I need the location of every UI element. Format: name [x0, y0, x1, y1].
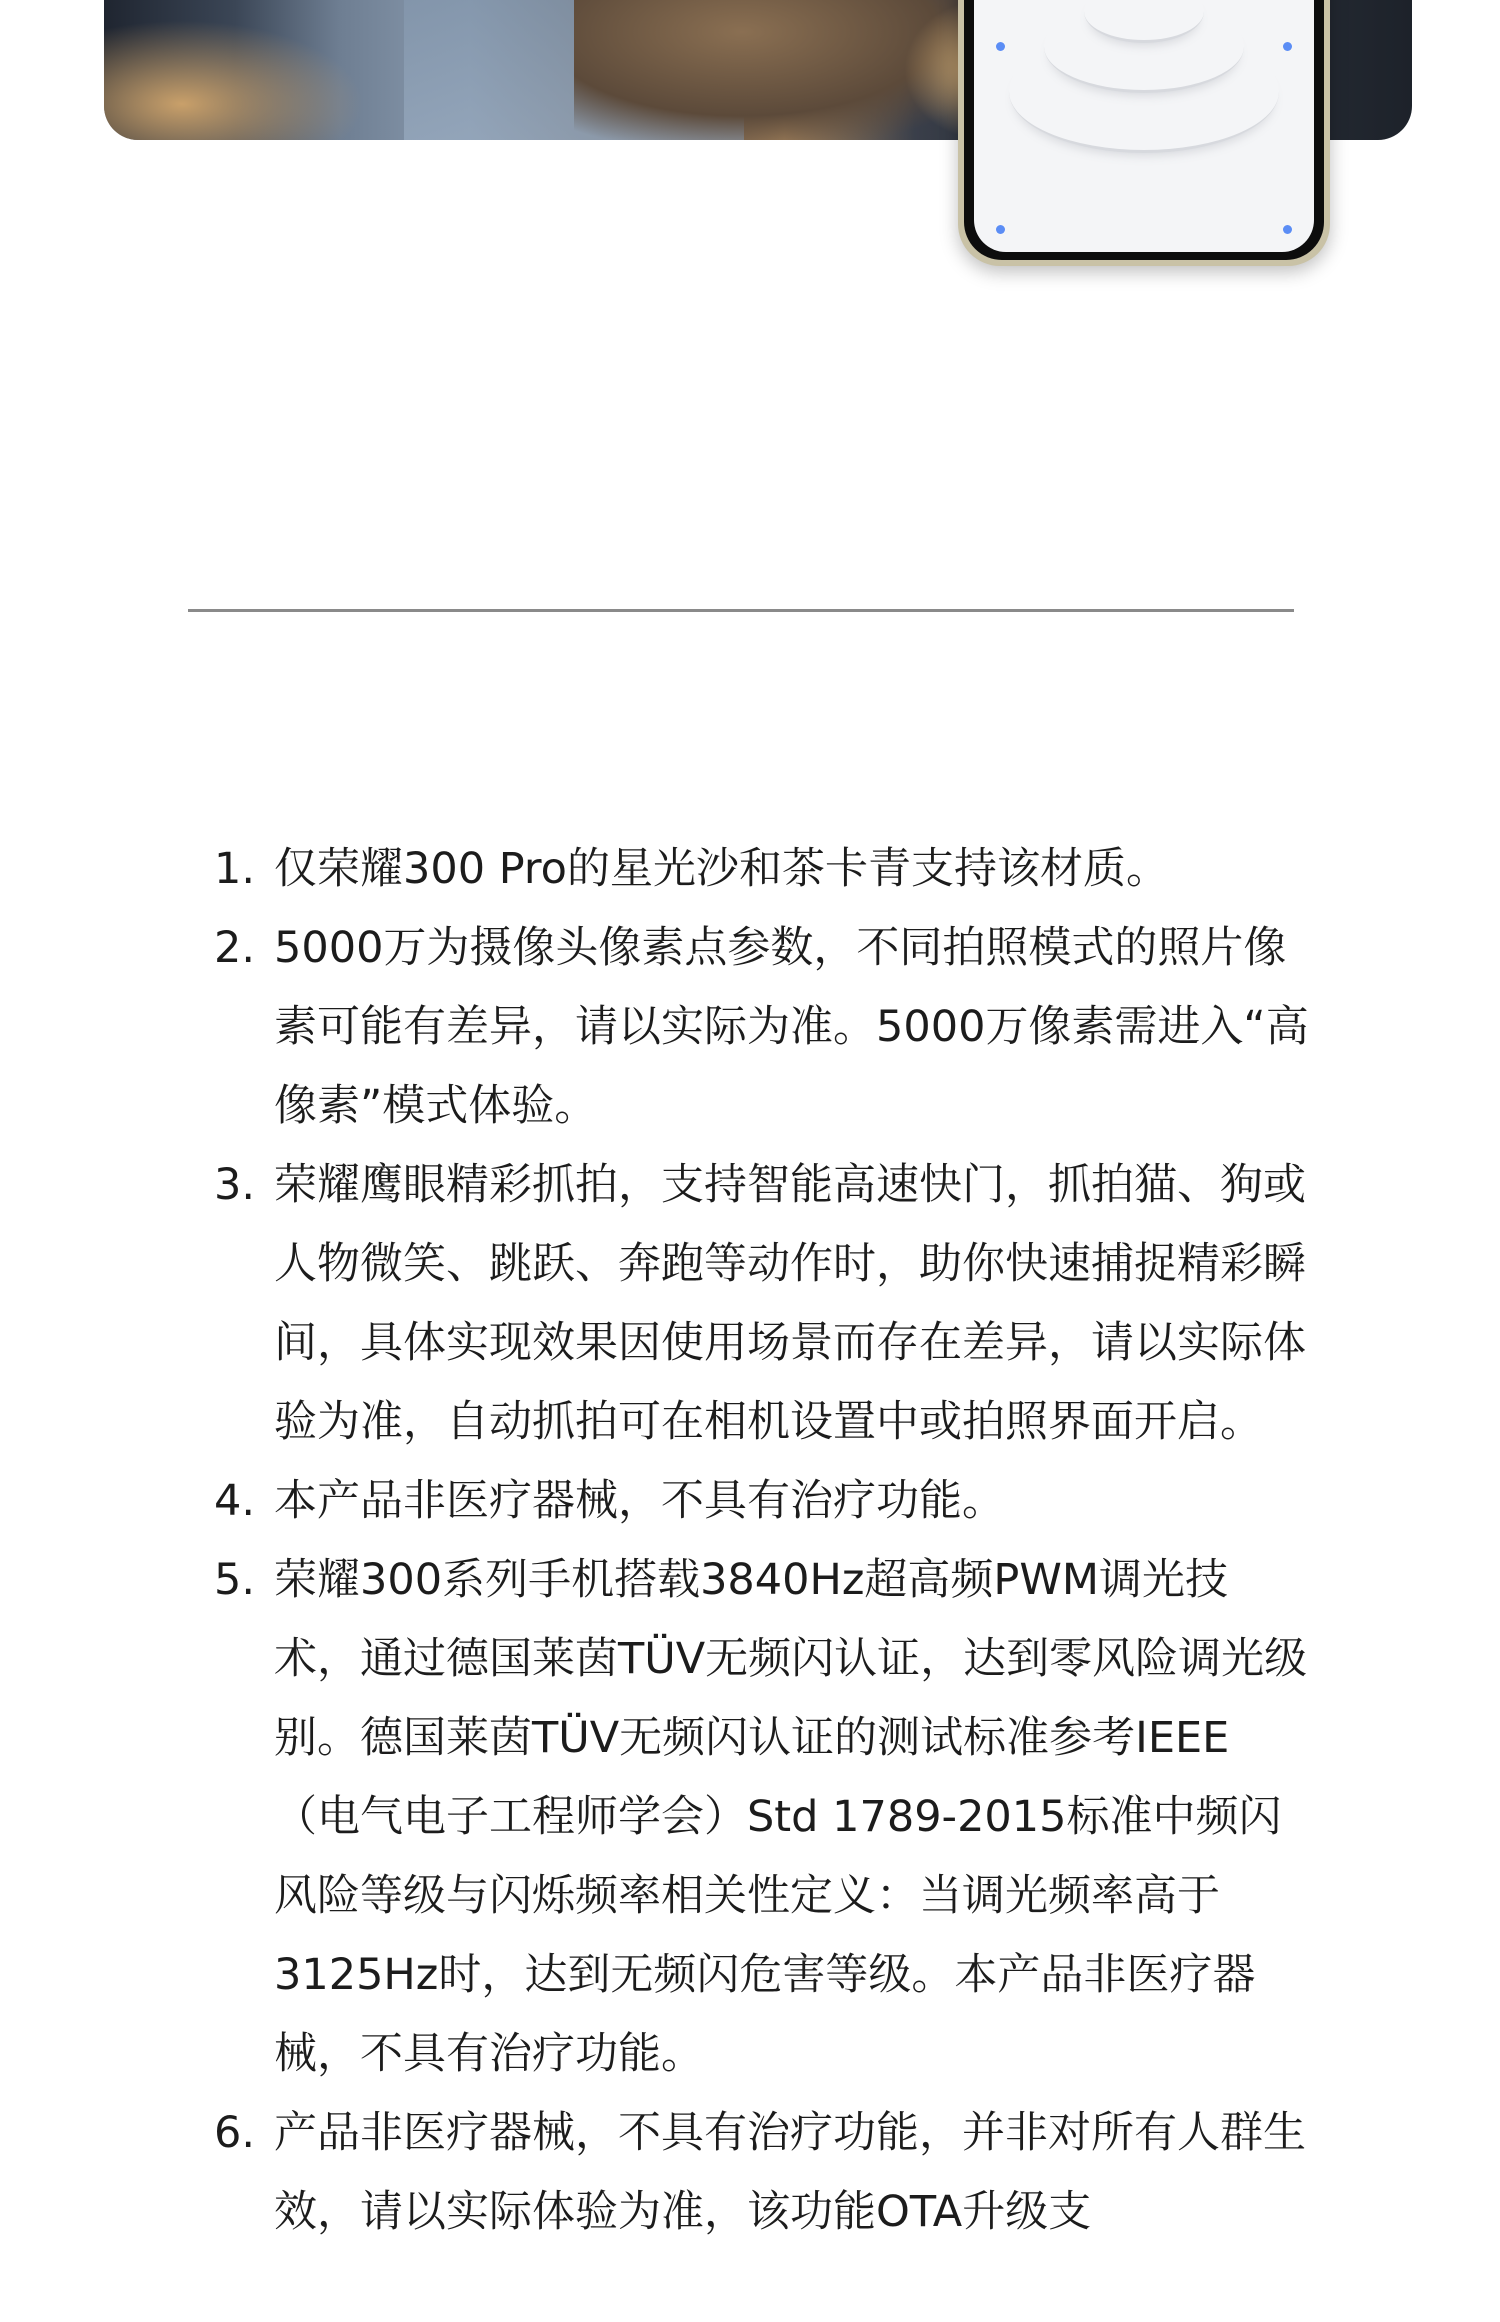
phone-bezel: [964, 0, 1324, 260]
hero-photo-region: [104, 20, 364, 140]
wave-graphic: [1009, 30, 1279, 153]
selection-handle[interactable]: [1283, 42, 1292, 51]
footnote-text: 仅荣耀300 Pro的星光沙和茶卡青支持该材质。: [274, 844, 1169, 894]
footnote-item: [200, 1146, 1310, 1462]
footnote-text: 5000万为摄像头像素点参数，不同拍照模式的照片像素可能有差异，请以实际为准。5000万像素需进入“高像素”模式体验。: [274, 923, 1309, 1131]
footnote-number: 6.: [214, 2108, 256, 2158]
footnote-number: 5.: [214, 1555, 256, 1605]
footnote-item: [200, 1462, 1310, 1541]
section-divider: [188, 609, 1294, 612]
footnote-number: 1.: [214, 844, 256, 894]
footnote-text: 荣耀300系列手机搭载3840Hz超高频PWM调光技术，通过德国莱茵TÜV无频闪认证，达到零风险调光级别。德国莱茵TÜV无频闪认证的测试标准参考IEEE（电气电子工程师学会）Std 1789-2015标准中频闪风险等级与闪烁频率相关性定义：当调光频率高于3125Hz时，达到无频闪危害等级。本产品非医疗器械，不具有治疗功能。: [274, 1555, 1308, 2079]
footnotes-list: [200, 830, 1310, 2252]
footnote-text: 荣耀鹰眼精彩抓拍，支持智能高速快门，抓拍猫、狗或人物微笑、跳跃、奔跑等动作时，助你快速捕捉精彩瞬间，具体实现效果因使用场景而存在差异，请以实际体验为准，自动抓拍可在相机设置中或拍照界面开启。: [274, 1160, 1306, 1447]
phone-mockup: [958, 0, 1330, 266]
footnote-text: 产品非医疗器械，不具有治疗功能，并非对所有人群生效，请以实际体验为准，该功能OTA升级支: [274, 2108, 1306, 2237]
footnote-item: [200, 909, 1310, 1146]
footnote-text: 本产品非医疗器械，不具有治疗功能。: [274, 1476, 1005, 1526]
footnote-number: 4.: [214, 1476, 256, 1526]
selection-handle[interactable]: [996, 42, 1005, 51]
selection-handle[interactable]: [996, 225, 1005, 234]
footnote-item: [200, 830, 1310, 909]
footnote-number: 3.: [214, 1160, 256, 1210]
footnote-item: [200, 1541, 1310, 2094]
selection-handle[interactable]: [1283, 225, 1292, 234]
footnote-item: [200, 2094, 1310, 2252]
phone-screen: [974, 0, 1314, 252]
footnote-number: 2.: [214, 923, 256, 973]
